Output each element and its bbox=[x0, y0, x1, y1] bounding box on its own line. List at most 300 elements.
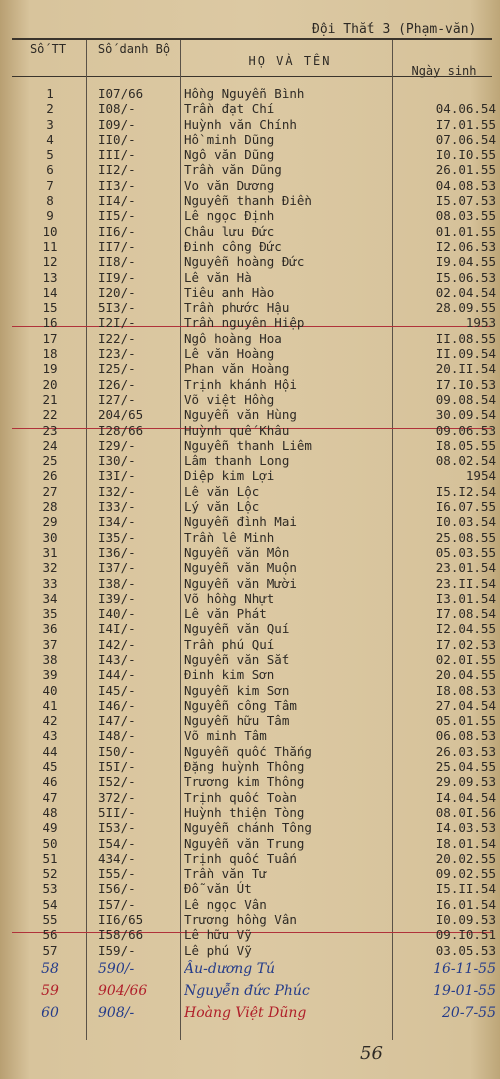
row-name: Hoàng Việt Dũng bbox=[184, 1004, 307, 1021]
table-row bbox=[0, 866, 500, 881]
row-name: Lê hữu Vỹ bbox=[184, 927, 252, 943]
row-name: Đỗ văn Út bbox=[184, 881, 252, 897]
row-birthdate: I3.01.54 bbox=[435, 590, 496, 606]
row-birthdate: I4.04.54 bbox=[435, 789, 496, 805]
row-stt: 51 bbox=[42, 850, 58, 866]
table-row bbox=[0, 698, 500, 713]
row-so-danh-bo: I30/- bbox=[98, 453, 136, 469]
row-so-danh-bo: I36/- bbox=[98, 544, 136, 560]
row-so-danh-bo: I40/- bbox=[98, 606, 136, 622]
row-birthdate: 20.II.54 bbox=[435, 361, 496, 377]
table-row bbox=[0, 147, 500, 162]
row-birthdate: 09.06.53 bbox=[435, 422, 496, 438]
row-name: Diệp kim Lợi bbox=[184, 468, 275, 484]
row-stt: 43 bbox=[42, 728, 58, 744]
row-name: Ngô hoàng Hoa bbox=[184, 330, 282, 346]
row-name: Nguyễn văn Trung bbox=[184, 835, 305, 851]
row-so-danh-bo: I35/- bbox=[98, 529, 136, 545]
row-name: Nguyễn thanh Điền bbox=[184, 193, 312, 209]
row-so-danh-bo: I09/- bbox=[98, 116, 136, 132]
row-so-danh-bo: I23/- bbox=[98, 346, 136, 362]
row-so-danh-bo: II7/- bbox=[98, 238, 136, 254]
row-stt: 35 bbox=[42, 606, 58, 622]
row-stt: 10 bbox=[42, 223, 58, 239]
row-stt: 44 bbox=[42, 743, 58, 759]
row-name: Hồng Nguyễn Bình bbox=[184, 86, 305, 101]
row-name: Nguyễn chánh Tông bbox=[184, 820, 312, 836]
table-row bbox=[0, 759, 500, 774]
row-so-danh-bo: 590/- bbox=[98, 960, 135, 977]
row-stt: 20 bbox=[42, 376, 58, 392]
row-so-danh-bo: I26/- bbox=[98, 376, 136, 392]
row-so-danh-bo: I42/- bbox=[98, 636, 136, 652]
row-birthdate: 28.09.55 bbox=[435, 300, 496, 316]
row-stt: 30 bbox=[42, 529, 58, 545]
row-stt: 5 bbox=[46, 147, 54, 163]
row-so-danh-bo: II3/- bbox=[98, 177, 136, 193]
row-birthdate: I2.06.53 bbox=[435, 238, 496, 254]
row-stt: 2 bbox=[46, 101, 54, 117]
row-so-danh-bo: 372/- bbox=[98, 789, 136, 805]
row-birthdate: 27.04.54 bbox=[435, 697, 496, 713]
row-name: Tiêu anh Hào bbox=[184, 284, 275, 300]
table-row bbox=[0, 774, 500, 789]
row-birthdate: I4.03.53 bbox=[435, 820, 496, 836]
row-stt: 32 bbox=[42, 560, 58, 576]
row-birthdate: I0.09.53 bbox=[435, 912, 496, 928]
row-stt: 16 bbox=[42, 315, 58, 331]
row-name: Đinh kim Sơn bbox=[184, 667, 275, 683]
row-name: Võ minh Tâm bbox=[184, 728, 267, 744]
table-row bbox=[0, 980, 500, 1002]
row-stt: 60 bbox=[41, 1004, 59, 1021]
row-name: Nguyễn văn Hùng bbox=[184, 407, 297, 423]
row-stt: 22 bbox=[42, 407, 58, 423]
table-row bbox=[0, 836, 500, 851]
row-stt: 57 bbox=[42, 942, 58, 958]
table-row bbox=[0, 591, 500, 606]
row-birthdate: II.09.54 bbox=[435, 346, 496, 362]
table-row bbox=[0, 453, 500, 468]
table-row bbox=[0, 346, 500, 361]
row-stt: 34 bbox=[42, 590, 58, 606]
row-so-danh-bo: I33/- bbox=[98, 499, 136, 515]
row-name: Huỳnh văn Chính bbox=[184, 116, 297, 132]
row-so-danh-bo: I43/- bbox=[98, 651, 136, 667]
table-row bbox=[0, 530, 500, 545]
row-so-danh-bo: I48/- bbox=[98, 728, 136, 744]
row-so-danh-bo: I54/- bbox=[98, 835, 136, 851]
row-birthdate: 08.03.55 bbox=[435, 208, 496, 224]
row-so-danh-bo: I29/- bbox=[98, 437, 136, 453]
row-birthdate: 25.08.55 bbox=[435, 529, 496, 545]
row-name: Âu-dương Tú bbox=[184, 960, 276, 977]
row-birthdate: I6.01.54 bbox=[435, 896, 496, 912]
row-stt: 53 bbox=[42, 881, 58, 897]
row-so-danh-bo: 204/65 bbox=[98, 407, 144, 423]
row-birthdate: I8.01.54 bbox=[435, 835, 496, 851]
table-row bbox=[0, 361, 500, 376]
table-row bbox=[0, 162, 500, 177]
row-name: Trương hồng Vân bbox=[184, 912, 297, 928]
row-stt: 36 bbox=[42, 621, 58, 637]
row-stt: 23 bbox=[42, 422, 58, 438]
row-so-danh-bo: II9/- bbox=[98, 269, 136, 285]
row-birthdate: I0.03.54 bbox=[435, 514, 496, 530]
row-name: Huỳnh quế Khâu bbox=[184, 422, 290, 438]
row-so-danh-bo: I44/- bbox=[98, 667, 136, 683]
row-birthdate: 08.02.54 bbox=[435, 453, 496, 469]
row-stt: 6 bbox=[46, 162, 54, 178]
row-birthdate: 04.08.53 bbox=[435, 177, 496, 193]
row-stt: 41 bbox=[42, 697, 58, 713]
table-row bbox=[0, 652, 500, 667]
row-birthdate: 04.06.54 bbox=[435, 101, 496, 117]
row-birthdate: I8.05.55 bbox=[435, 437, 496, 453]
table-row bbox=[0, 392, 500, 407]
row-birthdate: 25.04.55 bbox=[435, 759, 496, 775]
row-stt: 48 bbox=[42, 804, 58, 820]
table-row bbox=[0, 208, 500, 223]
row-name: Nguyễn văn Muộn bbox=[184, 560, 297, 576]
row-stt: 1 bbox=[46, 86, 54, 101]
row-stt: 40 bbox=[42, 682, 58, 698]
row-birthdate: I5.07.53 bbox=[435, 193, 496, 209]
row-stt: 42 bbox=[42, 713, 58, 729]
row-stt: 15 bbox=[42, 300, 58, 316]
header-rule bbox=[12, 76, 492, 77]
row-stt: 39 bbox=[42, 667, 58, 683]
row-stt: 38 bbox=[42, 651, 58, 667]
row-birthdate: I0.I0.55 bbox=[435, 147, 496, 163]
row-birthdate: II.08.55 bbox=[435, 330, 496, 346]
row-birthdate: 06.08.53 bbox=[435, 728, 496, 744]
row-birthdate: I5.II.54 bbox=[435, 881, 496, 897]
row-birthdate: 01.01.55 bbox=[435, 223, 496, 239]
row-name: Đinh công Đức bbox=[184, 238, 282, 254]
table-row bbox=[0, 484, 500, 499]
column-header-birthdate: Ngày sinh bbox=[411, 64, 477, 78]
row-stt: 33 bbox=[42, 575, 58, 591]
table-row bbox=[0, 897, 500, 912]
row-name: Nguyễn hữu Tâm bbox=[184, 713, 290, 729]
row-so-danh-bo: III/- bbox=[98, 147, 136, 163]
top-rule bbox=[12, 38, 492, 40]
table-row bbox=[0, 331, 500, 346]
row-so-danh-bo: I5I/- bbox=[98, 759, 136, 775]
row-birthdate: 23.II.54 bbox=[435, 575, 496, 591]
row-name: Nguyễn hoàng Đức bbox=[184, 254, 305, 270]
column-header-name: HỌ VÀ TÊN bbox=[248, 54, 332, 68]
row-so-danh-bo: I2I/- bbox=[98, 315, 136, 331]
row-name: Nguyễn đình Mai bbox=[184, 514, 297, 530]
table-row bbox=[0, 744, 500, 759]
row-name: Lê văn Lộc bbox=[184, 483, 260, 499]
row-stt: 46 bbox=[42, 774, 58, 790]
row-stt: 49 bbox=[42, 820, 58, 836]
row-so-danh-bo: I20/- bbox=[98, 284, 136, 300]
row-birthdate: 26.03.53 bbox=[435, 743, 496, 759]
table-row bbox=[0, 545, 500, 560]
row-birthdate: 09.02.55 bbox=[435, 866, 496, 882]
row-birthdate: I2.04.55 bbox=[435, 621, 496, 637]
row-birthdate: I7.08.54 bbox=[435, 606, 496, 622]
row-name: Lê ngọc Vân bbox=[184, 896, 267, 912]
row-stt: 8 bbox=[46, 193, 54, 209]
row-name: Trần văn Dũng bbox=[184, 162, 282, 178]
row-birthdate: 02.04.54 bbox=[435, 284, 496, 300]
row-name: Lê văn Hoàng bbox=[184, 346, 275, 362]
row-birthdate: 1954 bbox=[465, 468, 496, 484]
table-row bbox=[0, 101, 500, 116]
row-name: Vo văn Dương bbox=[184, 177, 275, 193]
row-so-danh-bo: I3I/- bbox=[98, 468, 136, 484]
row-so-danh-bo: I37/- bbox=[98, 560, 136, 576]
row-name: Lê phú Vỹ bbox=[184, 942, 252, 958]
row-so-danh-bo: I32/- bbox=[98, 483, 136, 499]
row-name: Ngô văn Dũng bbox=[184, 147, 275, 163]
row-so-danh-bo: I53/- bbox=[98, 820, 136, 836]
row-name: Trịnh quốc Tuấn bbox=[184, 850, 297, 866]
row-so-danh-bo: I52/- bbox=[98, 774, 136, 790]
row-birthdate: I5.I2.54 bbox=[435, 483, 496, 499]
ledger-rows bbox=[0, 86, 500, 1024]
table-row bbox=[0, 117, 500, 132]
row-birthdate: I9.04.55 bbox=[435, 254, 496, 270]
table-row bbox=[0, 1002, 500, 1024]
row-name: Lâm thanh Long bbox=[184, 453, 290, 469]
row-birthdate: I7.02.53 bbox=[435, 636, 496, 652]
row-stt: 52 bbox=[42, 866, 58, 882]
row-birthdate: 16-11-55 bbox=[433, 960, 496, 977]
row-name: Phan văn Hoàng bbox=[184, 361, 290, 377]
row-stt: 47 bbox=[42, 789, 58, 805]
table-row bbox=[0, 438, 500, 453]
row-name: Lê văn Phát bbox=[184, 606, 267, 622]
table-row bbox=[0, 499, 500, 514]
row-name: Trịnh khánh Hội bbox=[184, 376, 297, 392]
row-so-danh-bo: I08/- bbox=[98, 101, 136, 117]
row-name: Lê ngọc Định bbox=[184, 208, 275, 224]
row-name: Nguyễn quốc Thắng bbox=[184, 743, 312, 759]
table-row bbox=[0, 621, 500, 636]
row-so-danh-bo: II4/- bbox=[98, 193, 136, 209]
table-row bbox=[0, 851, 500, 866]
row-so-danh-bo: I39/- bbox=[98, 590, 136, 606]
row-birthdate: 26.01.55 bbox=[435, 162, 496, 178]
row-name: Châu lưu Đức bbox=[184, 223, 275, 239]
row-stt: 59 bbox=[41, 982, 59, 999]
row-stt: 29 bbox=[42, 514, 58, 530]
row-name: Nguyễn công Tâm bbox=[184, 697, 297, 713]
table-row bbox=[0, 315, 500, 330]
page-header-title: Đội Thắt 3 (Phạm-văn) bbox=[312, 22, 477, 37]
table-row bbox=[0, 881, 500, 896]
row-so-danh-bo: II2/- bbox=[98, 162, 136, 178]
row-stt: 7 bbox=[46, 177, 54, 193]
row-so-danh-bo: I4I/- bbox=[98, 621, 136, 637]
row-so-danh-bo: II8/- bbox=[98, 254, 136, 270]
row-name: Trương kim Thông bbox=[184, 774, 305, 790]
row-birthdate: 02.0I.55 bbox=[435, 651, 496, 667]
table-row bbox=[0, 285, 500, 300]
row-stt: 31 bbox=[42, 544, 58, 560]
row-name: Trần văn Tư bbox=[184, 866, 267, 882]
row-name: Trần phú Quí bbox=[184, 636, 275, 652]
row-stt: 17 bbox=[42, 330, 58, 346]
row-birthdate: 19-01-55 bbox=[433, 982, 496, 999]
row-name: Lê văn Hà bbox=[184, 269, 252, 285]
table-row bbox=[0, 270, 500, 285]
row-birthdate: 03.05.53 bbox=[435, 942, 496, 958]
row-birthdate: 30.09.54 bbox=[435, 407, 496, 423]
row-name: Võ việt Hồng bbox=[184, 391, 275, 407]
table-row bbox=[0, 377, 500, 392]
row-stt: 24 bbox=[42, 437, 58, 453]
table-row bbox=[0, 193, 500, 208]
row-so-danh-bo: 5II/- bbox=[98, 804, 136, 820]
table-row bbox=[0, 606, 500, 621]
row-so-danh-bo: I59/- bbox=[98, 942, 136, 958]
table-row bbox=[0, 805, 500, 820]
row-so-danh-bo: II0/- bbox=[98, 131, 136, 147]
row-birthdate: 20.04.55 bbox=[435, 667, 496, 683]
row-so-danh-bo: II6/65 bbox=[98, 912, 144, 928]
row-stt: 54 bbox=[42, 896, 58, 912]
row-birthdate: I8.08.53 bbox=[435, 682, 496, 698]
row-so-danh-bo: I46/- bbox=[98, 697, 136, 713]
row-name: Huỳnh thiện Tòng bbox=[184, 804, 305, 820]
row-stt: 18 bbox=[42, 346, 58, 362]
row-so-danh-bo: II5/- bbox=[98, 208, 136, 224]
row-name: Trịnh quốc Toàn bbox=[184, 789, 297, 805]
row-so-danh-bo: II6/- bbox=[98, 223, 136, 239]
table-row bbox=[0, 300, 500, 315]
row-name: Hồ minh Dũng bbox=[184, 131, 275, 147]
row-name: Nguyễn đức Phúc bbox=[184, 982, 310, 999]
row-stt: 28 bbox=[42, 499, 58, 515]
column-header-stt: Số TT bbox=[29, 42, 67, 56]
table-row bbox=[0, 943, 500, 958]
row-birthdate: I7.01.55 bbox=[435, 116, 496, 132]
table-row bbox=[0, 239, 500, 254]
table-row bbox=[0, 637, 500, 652]
row-stt: 4 bbox=[46, 131, 54, 147]
row-stt: 45 bbox=[42, 759, 58, 775]
table-row bbox=[0, 576, 500, 591]
table-row bbox=[0, 820, 500, 835]
row-so-danh-bo: 5I3/- bbox=[98, 300, 136, 316]
row-name: Võ hồng Nhựt bbox=[184, 590, 275, 606]
row-name: Nguyễn văn Sắt bbox=[184, 651, 290, 667]
row-so-danh-bo: I25/- bbox=[98, 361, 136, 377]
row-name: Lý văn Lộc bbox=[184, 499, 260, 515]
table-row bbox=[0, 468, 500, 483]
table-row bbox=[0, 423, 500, 438]
row-so-danh-bo: I27/- bbox=[98, 391, 136, 407]
row-stt: 56 bbox=[42, 927, 58, 943]
table-row bbox=[0, 514, 500, 529]
row-so-danh-bo: I45/- bbox=[98, 682, 136, 698]
row-stt: 19 bbox=[42, 361, 58, 377]
row-name: Trần nguyên Hiệp bbox=[184, 315, 305, 331]
row-stt: 25 bbox=[42, 453, 58, 469]
row-so-danh-bo: 904/66 bbox=[98, 982, 148, 999]
row-birthdate: 05.03.55 bbox=[435, 544, 496, 560]
table-row bbox=[0, 224, 500, 239]
row-birthdate: 29.09.53 bbox=[435, 774, 496, 790]
column-header-so-danh-bo: Số danh Bộ bbox=[97, 42, 171, 56]
row-so-danh-bo: I07/66 bbox=[98, 86, 144, 101]
row-so-danh-bo: 908/- bbox=[98, 1004, 135, 1021]
table-row bbox=[0, 713, 500, 728]
table-row bbox=[0, 667, 500, 682]
row-stt: 21 bbox=[42, 391, 58, 407]
row-name: Nguyễn văn Quí bbox=[184, 621, 290, 637]
row-so-danh-bo: I22/- bbox=[98, 330, 136, 346]
row-birthdate: 09.08.54 bbox=[435, 391, 496, 407]
row-name: Đặng huỳnh Thông bbox=[184, 759, 305, 775]
table-row bbox=[0, 728, 500, 743]
table-row bbox=[0, 790, 500, 805]
row-stt: 27 bbox=[42, 483, 58, 499]
row-birthdate: I6.07.55 bbox=[435, 499, 496, 515]
row-so-danh-bo: I34/- bbox=[98, 514, 136, 530]
row-birthdate: 09.I0.51 bbox=[435, 927, 496, 943]
row-stt: 13 bbox=[42, 269, 58, 285]
row-name: Nguyễn kim Sơn bbox=[184, 682, 290, 698]
row-birthdate: I5.06.53 bbox=[435, 269, 496, 285]
row-birthdate: 08.0I.56 bbox=[435, 804, 496, 820]
row-stt: 12 bbox=[42, 254, 58, 270]
row-name: Nguyễn thanh Liêm bbox=[184, 437, 312, 453]
table-row bbox=[0, 407, 500, 422]
table-row bbox=[0, 560, 500, 575]
table-row bbox=[0, 178, 500, 193]
row-stt: 55 bbox=[42, 912, 58, 928]
row-name: Trần lê Minh bbox=[184, 529, 275, 545]
row-stt: 50 bbox=[42, 835, 58, 851]
table-row bbox=[0, 132, 500, 147]
row-so-danh-bo: I50/- bbox=[98, 743, 136, 759]
row-so-danh-bo: I38/- bbox=[98, 575, 136, 591]
table-row bbox=[0, 683, 500, 698]
row-so-danh-bo: I55/- bbox=[98, 866, 136, 882]
table-row bbox=[0, 958, 500, 980]
row-birthdate: 20.02.55 bbox=[435, 850, 496, 866]
row-stt: 58 bbox=[41, 960, 59, 977]
row-stt: 26 bbox=[42, 468, 58, 484]
table-row bbox=[0, 927, 500, 942]
row-birthdate: 07.06.54 bbox=[435, 131, 496, 147]
row-birthdate: 1953 bbox=[465, 315, 496, 331]
row-stt: 37 bbox=[42, 636, 58, 652]
row-so-danh-bo: I28/66 bbox=[98, 422, 144, 438]
row-stt: 14 bbox=[42, 284, 58, 300]
row-so-danh-bo: I56/- bbox=[98, 881, 136, 897]
row-stt: 9 bbox=[46, 208, 54, 224]
row-name: Trần phước Hậu bbox=[184, 300, 290, 316]
row-stt: 11 bbox=[42, 238, 58, 254]
row-birthdate: I7.I0.53 bbox=[435, 376, 496, 392]
table-row bbox=[0, 912, 500, 927]
row-name: Nguyễn văn Mười bbox=[184, 575, 297, 591]
row-birthdate: 05.01.55 bbox=[435, 713, 496, 729]
row-birthdate: 20-7-55 bbox=[442, 1004, 496, 1021]
row-name: Nguyễn văn Môn bbox=[184, 544, 290, 560]
table-row bbox=[0, 86, 500, 101]
row-so-danh-bo: I57/- bbox=[98, 896, 136, 912]
